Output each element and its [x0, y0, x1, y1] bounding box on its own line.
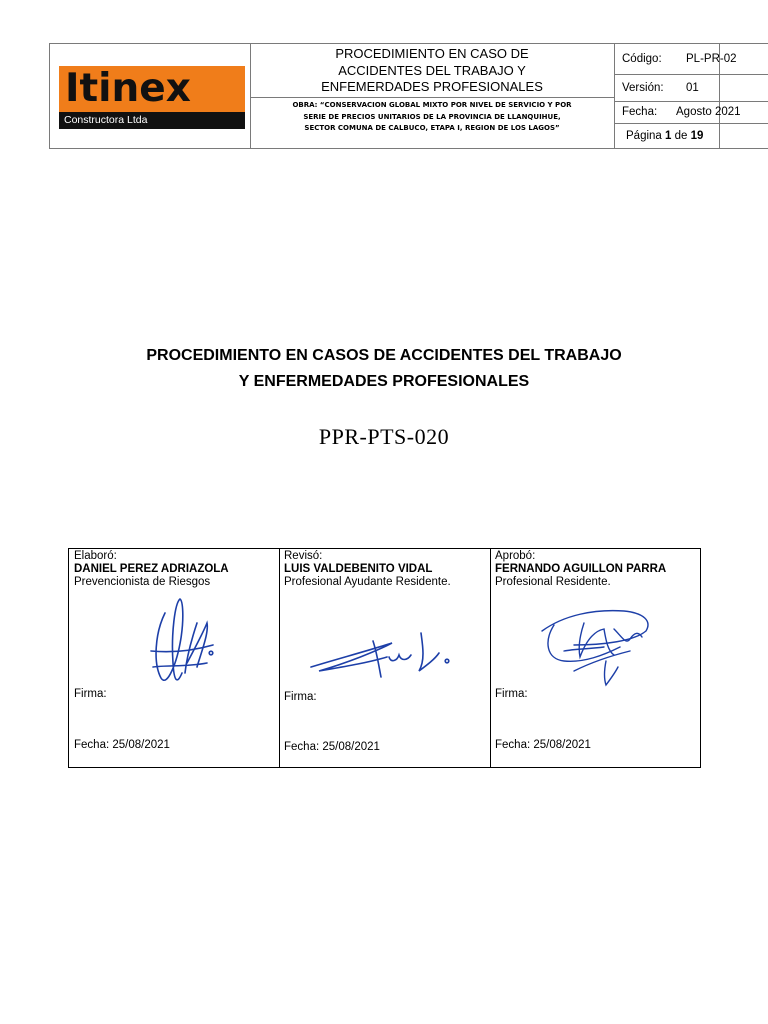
- signature-role: Aprobó:: [495, 550, 536, 562]
- header-title-line: PROCEDIMIENTO EN CASO DE: [335, 46, 529, 61]
- obra-line: SECTOR COMUNA DE CALBUCO, ETAPA I, REGION DE LOS LAGOS”: [304, 124, 560, 132]
- signature-date: Fecha: 25/08/2021: [495, 739, 591, 751]
- signature-person: LUIS VALDEBENITO VIDAL: [284, 563, 433, 575]
- document-header: [49, 43, 741, 149]
- signature-column-aprobo: [490, 549, 700, 767]
- signature-column-elaboro: [69, 549, 280, 767]
- pagina-label: Página: [626, 129, 662, 142]
- company-logo: [59, 66, 245, 128]
- meta-fecha: [614, 101, 768, 124]
- codigo-value: PL-PR-02: [686, 53, 737, 65]
- header-title: [250, 45, 614, 98]
- firma-label: Firma:: [74, 688, 107, 700]
- fecha-value: Agosto 2021: [676, 106, 741, 118]
- document-title: [0, 343, 768, 395]
- header-title-line: ENFEMERDADES PROFESIONALES: [321, 79, 543, 94]
- obra-description: [250, 100, 614, 135]
- meta-codigo: [614, 44, 768, 75]
- pagina-current: 1: [665, 129, 672, 142]
- signature-date: Fecha: 25/08/2021: [284, 741, 380, 753]
- logo-name: Itinex: [65, 66, 191, 111]
- firma-label: Firma:: [284, 691, 317, 703]
- firma-label: Firma:: [495, 688, 528, 700]
- header-title-line: ACCIDENTES DEL TRABAJO Y: [338, 62, 526, 78]
- pagina-of: de: [674, 129, 688, 142]
- logo-subtitle: Constructora Ltda: [64, 114, 148, 126]
- header-title-cell: [250, 44, 615, 148]
- signature-position: Profesional Ayudante Residente.: [284, 576, 451, 588]
- document-title-line: Y ENFERMEDADES PROFESIONALES: [238, 373, 530, 390]
- signature-person: FERNANDO AGUILLON PARRA: [495, 563, 667, 575]
- signature-position: Profesional Residente.: [495, 576, 611, 588]
- logo-cell: [50, 44, 251, 148]
- signature-column-reviso: [279, 549, 491, 767]
- codigo-label: Código:: [622, 53, 662, 65]
- signature-role: Elaboró:: [74, 550, 117, 562]
- document-title-line: PROCEDIMIENTO EN CASOS DE ACCIDENTES DEL TRABAJO: [146, 347, 622, 364]
- handwritten-signature-2: [307, 623, 462, 693]
- version-value: 01: [686, 81, 699, 94]
- obra-line: OBRA: “CONSERVACION GLOBAL MIXTO POR NIVEL DE SERVICIO Y POR: [292, 101, 572, 109]
- signature-person: DANIEL PEREZ ADRIAZOLA: [74, 563, 229, 575]
- signature-date: Fecha: 25/08/2021: [74, 739, 170, 751]
- document-meta: [614, 43, 768, 149]
- fecha-label: Fecha:: [622, 106, 658, 118]
- pagina-total: 19: [690, 129, 704, 142]
- version-label: Versión:: [622, 81, 664, 94]
- meta-pagina: [614, 123, 768, 148]
- document-code: PPR-PTS-020: [318, 424, 450, 449]
- obra-line: SERIE DE PRECIOS UNITARIOS DE LA PROVINCIA DE LLANQUIHUE,: [303, 112, 561, 121]
- signature-role: Revisó:: [284, 550, 323, 562]
- page-indicator: [626, 130, 703, 142]
- handwritten-signature-3: [534, 601, 664, 691]
- signature-table: [68, 548, 701, 768]
- meta-version: [614, 74, 768, 102]
- signature-position: Prevencionista de Riesgos: [74, 576, 211, 588]
- handwritten-signature-1: [147, 593, 227, 691]
